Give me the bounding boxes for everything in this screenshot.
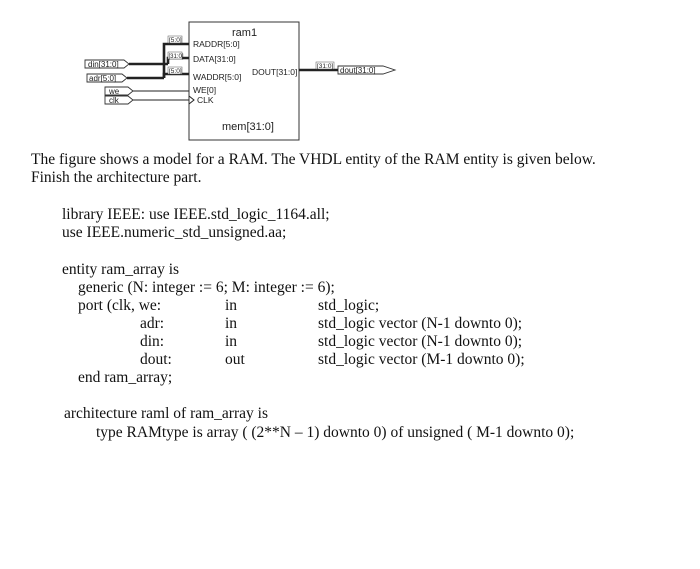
- code-entity-line: entity ram_array is: [62, 261, 180, 278]
- port-raddr: RADDR[5:0]: [193, 39, 240, 49]
- port-waddr: WADDR[5:0]: [193, 72, 242, 82]
- port-row-dir: in: [225, 297, 238, 314]
- description-line-2: Finish the architecture part.: [31, 169, 202, 186]
- memory-label: mem[31:0]: [222, 121, 274, 133]
- input-label-adr: adr[5:0]: [89, 74, 117, 83]
- port-row-name: dout:: [140, 351, 172, 368]
- code-type-declaration-line: type RAMtype is array ( (2**N – 1) downto 0) of unsigned ( M-1 downto 0);: [96, 424, 575, 441]
- ram-block-diagram: [0, 0, 700, 150]
- port-row-dir: in: [225, 333, 238, 350]
- code-use-line: use IEEE.numeric_std_unsigned.aa;: [62, 224, 287, 241]
- bus-label-waddr: [5:0]: [169, 68, 182, 75]
- port-row-dir: out: [225, 351, 245, 368]
- port-row-type: std_logic;: [318, 297, 380, 314]
- bus-label-dout: [31:0]: [317, 63, 334, 70]
- port-row-dir: in: [225, 315, 238, 332]
- port-row-name: port (clk, we:: [78, 297, 162, 314]
- bus-label-data: [31:0]: [168, 54, 184, 60]
- bus-label-raddr: [5:0]: [169, 37, 182, 44]
- port-row-name: adr:: [140, 315, 165, 332]
- code-library-line: library IEEE: use IEEE.std_logic_1164.all;: [62, 206, 330, 223]
- block-name: ram1: [232, 27, 258, 39]
- description-line-1: The figure shows a model for a RAM. The VHDL entity of the RAM entity is given below.: [31, 151, 596, 168]
- port-dout: DOUT[31:0]: [252, 67, 298, 77]
- input-label-din: din[31:0]: [88, 60, 119, 69]
- port-row-type: std_logic vector (N-1 downto 0);: [318, 315, 523, 332]
- code-architecture-line: architecture raml of ram_array is: [64, 405, 268, 422]
- clock-triangle: [189, 96, 194, 104]
- port-we: WE[0]: [193, 85, 217, 95]
- output-label-dout: dout[31:0]: [340, 66, 376, 75]
- port-row-name: din:: [140, 333, 165, 350]
- port-clk: CLK: [197, 95, 214, 105]
- code-generic-line: generic (N: integer := 6; M: integer := 6);: [78, 279, 335, 296]
- signal-wires: [133, 91, 189, 100]
- input-label-we: we: [109, 87, 120, 96]
- input-label-clk: clk: [109, 96, 119, 105]
- port-data: DATA[31:0]: [193, 54, 236, 64]
- port-row-type: std_logic vector (M-1 downto 0);: [318, 351, 525, 368]
- code-end-entity-line: end ram_array;: [78, 369, 173, 386]
- port-row-type: std_logic vector (N-1 downto 0);: [318, 333, 523, 350]
